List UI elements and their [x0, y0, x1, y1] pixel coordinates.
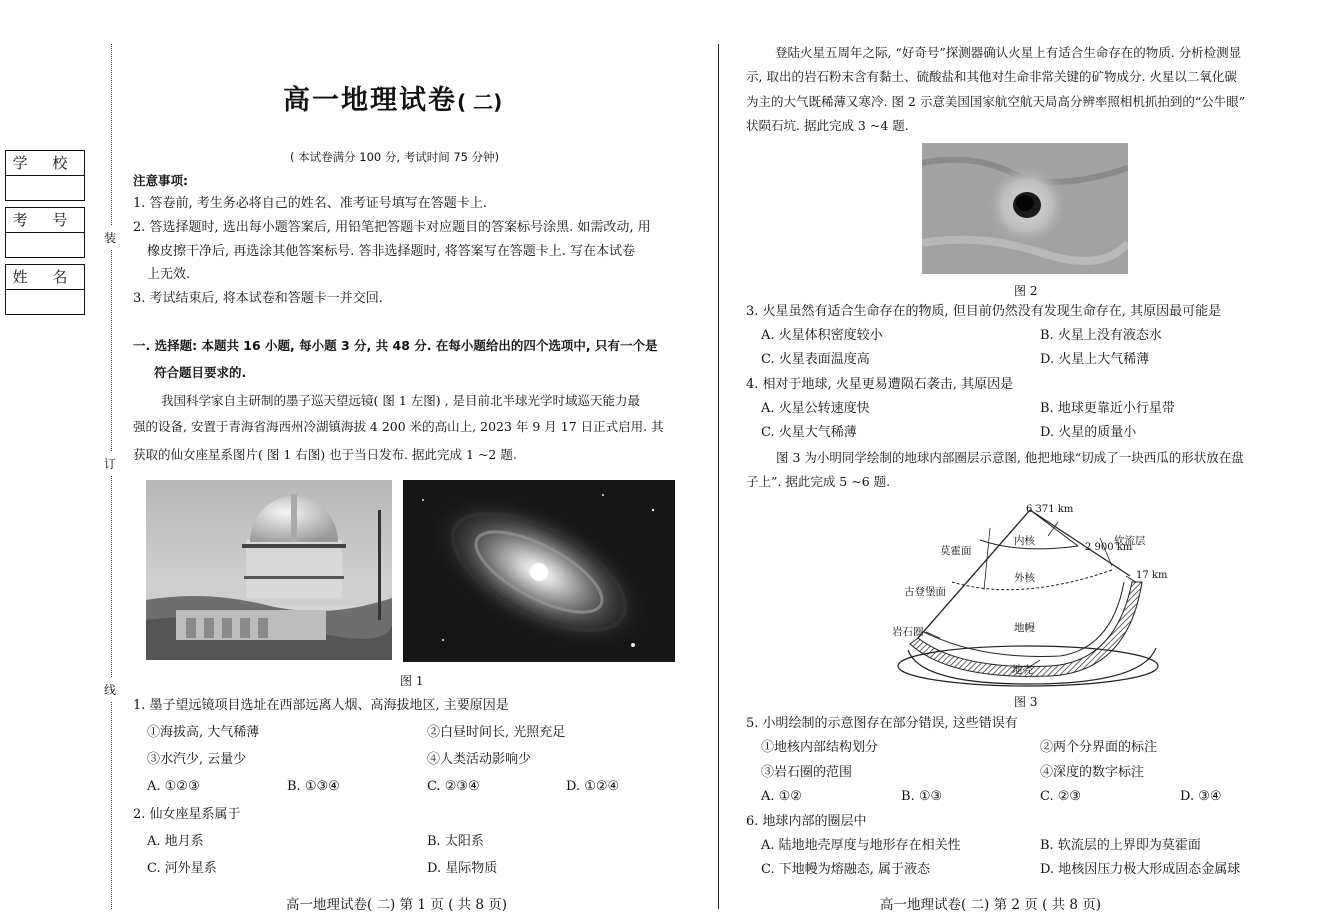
- passage2-line4: 状陨石坑. 据此完成 3 ~4 题.: [746, 118, 909, 133]
- page-divider: [718, 44, 719, 909]
- telescope-photo: [146, 480, 392, 660]
- exam-info: ( 本试卷满分 100 分, 考试时间 75 分钟): [290, 150, 500, 164]
- fig3-label-depth-small: 17 km: [1136, 570, 1168, 581]
- q1-item-2: ②白昼时间长, 光照充足: [427, 725, 566, 740]
- section1-heading: 一. 选择题: 本题共 16 小题, 每小题 3 分, 共 48 分. 在每小题给出的四个选项中, 只有一个是: [133, 338, 658, 353]
- q6-stem: 6. 地球内部的圈层中: [746, 814, 867, 829]
- q2-option-a: A. 地月系: [147, 834, 204, 849]
- margin-mark-ding: 订: [104, 452, 116, 476]
- school-blank: [6, 176, 84, 200]
- name-field: [5, 264, 85, 315]
- q2-option-b: B. 太阳系: [427, 834, 484, 849]
- passage1-line2: 强的设备, 安置于青海省海西州冷湖镇海拔 4 200 米的高山上, 2023 年 9 月 17 日正式启用. 其: [133, 419, 664, 434]
- telescope-photo-svg: [146, 480, 392, 660]
- q3-option-c: C. 火星表面温度高: [761, 352, 870, 367]
- q1-item-3: ③水汽少, 云量少: [147, 752, 247, 767]
- q1-option-c: C. ②③④: [427, 779, 480, 794]
- passage3-line2: 子上”. 据此完成 5 ~6 题.: [746, 474, 891, 489]
- q5-item-3: ③岩石圈的范围: [761, 765, 853, 780]
- crater-photo-svg: [922, 143, 1128, 274]
- page-title-suffix: ( 二): [457, 90, 503, 114]
- q6-option-c: C. 下地幔为熔融态, 属于液态: [761, 862, 931, 877]
- q2-stem: 2. 仙女座星系属于: [133, 807, 241, 822]
- q1-item-4: ④人类活动影响少: [427, 752, 532, 767]
- q6-option-b: B. 软流层的上界即为莫霍面: [1040, 838, 1201, 853]
- page-title-main: 高一地理试卷: [283, 85, 457, 116]
- q1-option-d: D. ①②④: [566, 779, 620, 794]
- notice-2-end: 上无效.: [147, 267, 191, 282]
- page1-footer: 高一地理试卷( 二) 第 1 页 ( 共 8 页): [286, 897, 508, 913]
- notice-heading: 注意事项:: [133, 173, 188, 188]
- q4-option-a: A. 火星公转速度快: [761, 401, 870, 416]
- school-label: 学 校: [6, 151, 84, 176]
- q4-option-b: B. 地球更靠近小行星带: [1040, 401, 1175, 416]
- fig3-label-gutenberg: 古登堡面: [904, 586, 946, 598]
- page-title: [283, 78, 502, 117]
- fig3-caption: 图 3: [1014, 695, 1038, 709]
- fig3-label-crust: 地壳: [1012, 664, 1033, 676]
- q6-option-d: D. 地核因压力极大形成固态金属球: [1040, 862, 1241, 877]
- fig3-label-mantle: 地幔: [1014, 622, 1035, 634]
- q1-stem: 1. 墨子望远镜项目选址在西部远离人烟、高海拔地区, 主要原因是: [133, 698, 509, 713]
- q5-option-a: A. ①②: [761, 789, 802, 804]
- galaxy-photo: [403, 480, 675, 662]
- binding-line: [111, 44, 112, 909]
- exam-number-label: 考 号: [6, 208, 84, 233]
- q1-option-b: B. ①③④: [287, 779, 340, 794]
- section1-heading-cont: 符合题目要求的.: [154, 365, 247, 380]
- exam-number-blank: [6, 233, 84, 257]
- passage2-line2: 示, 取出的岩石粉末含有黏土、硫酸盐和其他对生命非常关键的矿物成分. 火星以二氧化碳: [746, 69, 1237, 84]
- margin-mark-xian: 线: [104, 678, 116, 702]
- name-label: 姓 名: [6, 265, 84, 290]
- fig3-label-asthenosphere: 软流层: [1114, 535, 1146, 547]
- q6-option-a: A. 陆地地壳厚度与地形存在相关性: [761, 838, 961, 853]
- q2-option-c: C. 河外星系: [147, 861, 217, 876]
- galaxy-photo-svg: [403, 480, 675, 662]
- q3-option-b: B. 火星上没有液态水: [1040, 328, 1162, 343]
- school-field: [5, 150, 85, 201]
- passage2-line3: 为主的大气既稀薄又寒冷. 图 2 示意美国国家航空航天局高分辨率照相机抓拍到的“公牛眼”: [746, 94, 1246, 109]
- notice-3: 3. 考试结束后, 将本试卷和答题卡一并交回.: [133, 291, 383, 306]
- name-blank: [6, 290, 84, 314]
- passage3-line1: 图 3 为小明同学绘制的地球内部圈层示意图, 他把地球“切成了一块西瓜的形状放在盘: [776, 450, 1244, 465]
- notice-2-cont: 橡皮擦干净后, 再选涂其他答案标号. 答非选择题时, 将答案写在答题卡上. 写在本试卷: [147, 244, 636, 259]
- q5-item-4: ④深度的数字标注: [1040, 765, 1145, 780]
- notice-1: 1. 答卷前, 考生务必将自己的姓名、准考证号填写在答题卡上.: [133, 196, 487, 211]
- q3-option-d: D. 火星上大气稀薄: [1040, 352, 1150, 367]
- q5-item-1: ①地核内部结构划分: [761, 740, 879, 755]
- q4-stem: 4. 相对于地球, 火星更易遭陨石袭击, 其原因是: [746, 377, 1014, 392]
- page2-footer: 高一地理试卷( 二) 第 2 页 ( 共 8 页): [880, 897, 1102, 913]
- fig3-label-lithosphere: 岩石圈: [892, 626, 924, 638]
- q3-stem: 3. 火星虽然有适合生命存在的物质, 但目前仍然没有发现生命存在, 其原因最可能是: [746, 304, 1222, 319]
- passage2-line1: 登陆火星五周年之际, “好奇号”探测器确认火星上有适合生命存在的物质. 分析检测显: [775, 45, 1242, 60]
- exam-number-field: [5, 207, 85, 258]
- q5-option-c: C. ②③: [1040, 789, 1082, 804]
- q4-option-c: C. 火星大气稀薄: [761, 425, 857, 440]
- fig3-label-moho: 莫霍面: [940, 545, 972, 557]
- crater-photo: [922, 143, 1128, 274]
- q4-option-d: D. 火星的质量小: [1040, 425, 1137, 440]
- q5-item-2: ②两个分界面的标注: [1040, 740, 1158, 755]
- passage1-line3: 获取的仙女座星系图片( 图 1 右图) 也于当日发布. 据此完成 1 ~2 题.: [133, 447, 517, 462]
- fig3-label-depth-top: 6 371 km: [1026, 504, 1074, 515]
- fig3-label-depth-mid: 2 900 km: [1085, 542, 1133, 553]
- q2-option-d: D. 星际物质: [427, 861, 498, 876]
- q1-option-a: A. ①②③: [147, 779, 200, 794]
- notice-2: 2. 答选择题时, 选出每小题答案后, 用铅笔把答题卡对应题目的答案标号涂黑. 如需改动, 用: [133, 220, 651, 235]
- q1-item-1: ①海拔高, 大气稀薄: [147, 725, 260, 740]
- q5-stem: 5. 小明绘制的示意图存在部分错误, 这些错误有: [746, 716, 1018, 731]
- earth-interior-diagram: [880, 498, 1170, 694]
- fig1-caption: 图 1: [400, 674, 424, 688]
- margin-mark-zhuang: 装: [104, 226, 116, 250]
- fig2-caption: 图 2: [1014, 284, 1038, 298]
- fig3-label-inner-core: 内核: [1014, 535, 1035, 547]
- passage1-line1: 我国科学家自主研制的墨子巡天望远镜( 图 1 左图) , 是目前北半球光学时域巡天能力最: [161, 393, 641, 408]
- fig3-label-outer-core: 外核: [1014, 572, 1035, 584]
- q5-option-d: D. ③④: [1180, 789, 1222, 804]
- q3-option-a: A. 火星体积密度较小: [761, 328, 883, 343]
- q5-option-b: B. ①③: [901, 789, 943, 804]
